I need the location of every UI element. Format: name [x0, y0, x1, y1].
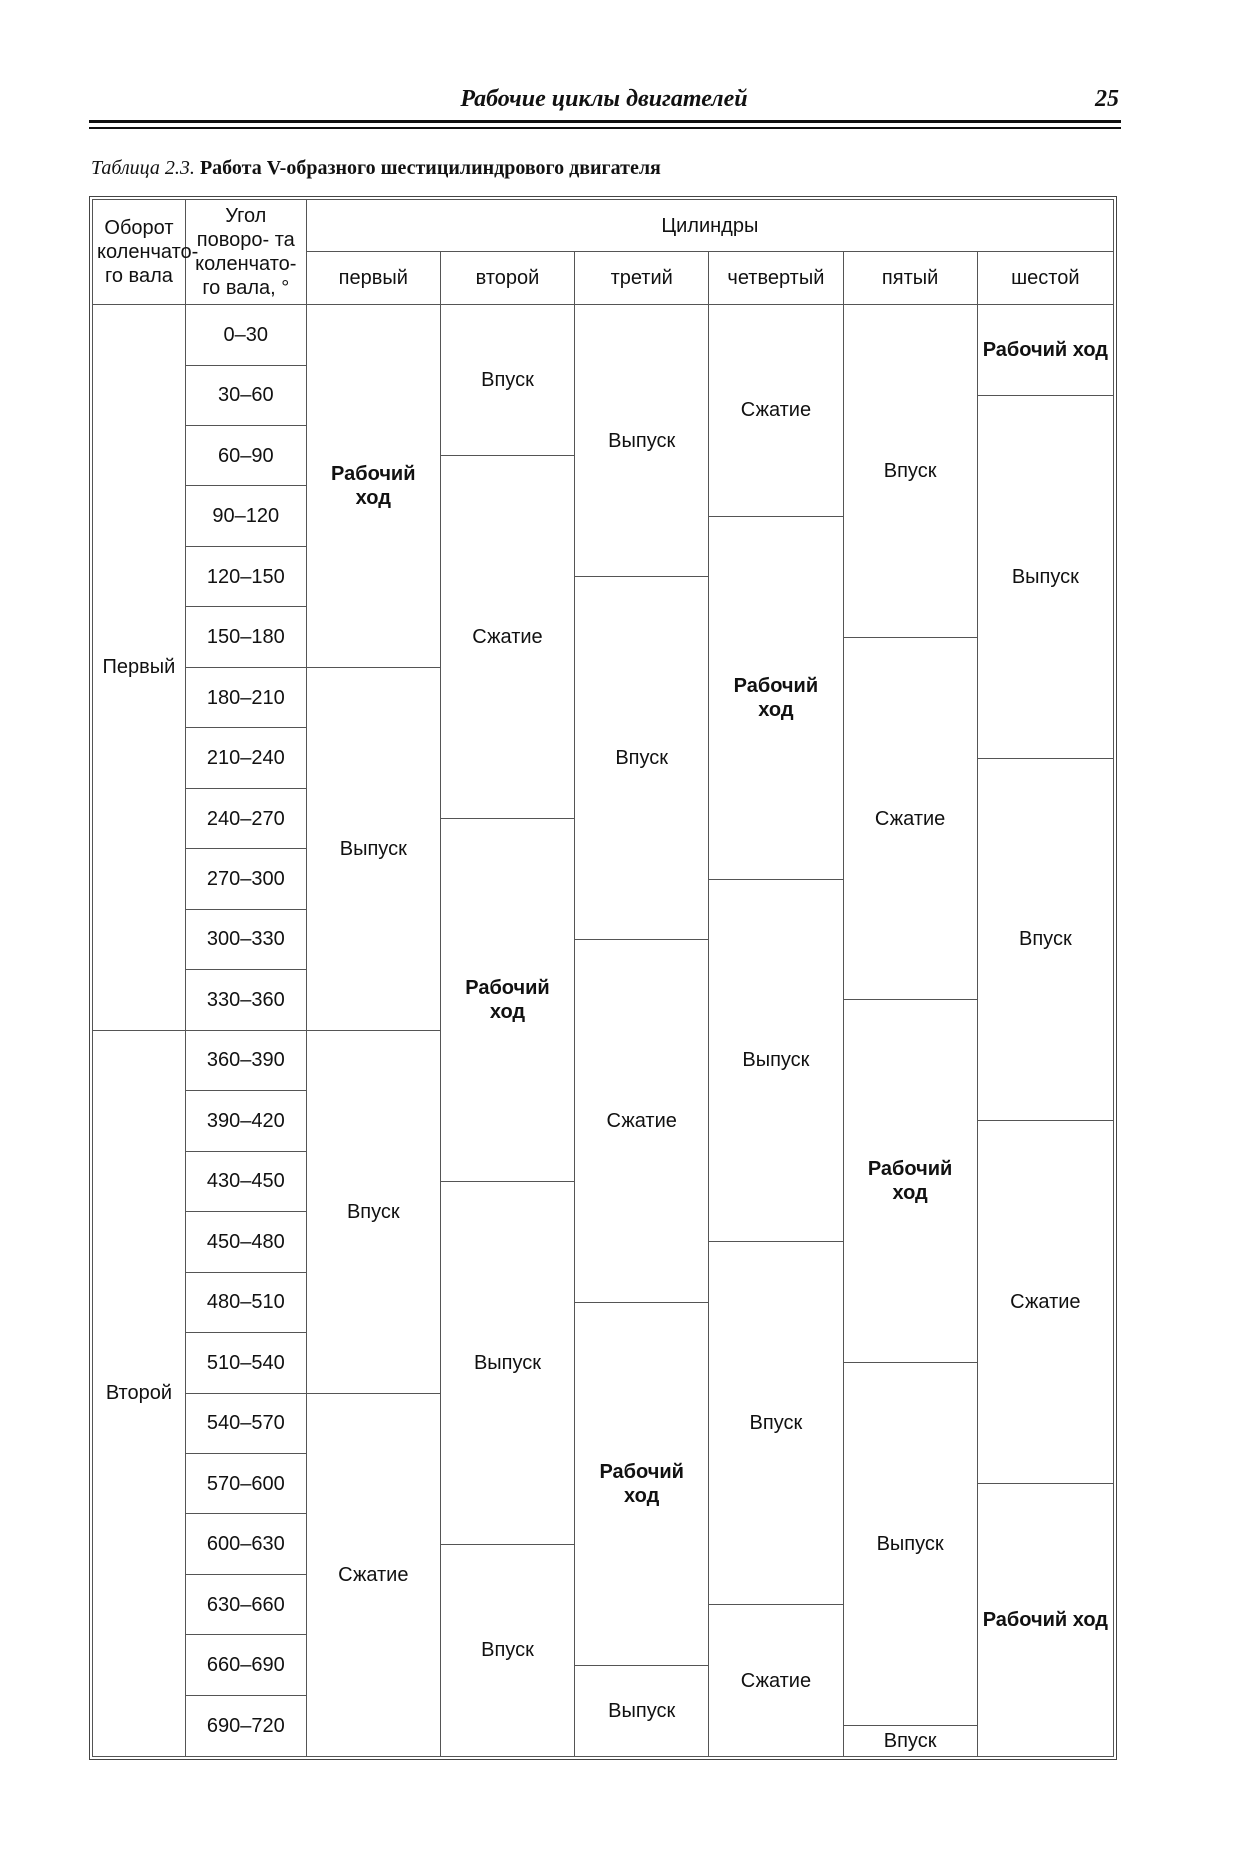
angle-cell: 660–690	[185, 1635, 306, 1695]
angle-cell: 450–480	[185, 1212, 306, 1272]
running-title: Рабочие циклы двигателей	[460, 86, 748, 112]
header-rule-thick	[89, 120, 1121, 123]
engine-cycle-table	[92, 199, 1114, 1757]
phase-cell-cyl3: Выпуск	[575, 1665, 709, 1756]
phase-cell-cyl5: Рабочий ход	[843, 1000, 977, 1363]
revolution-cell: Первый	[93, 305, 186, 1031]
header-cylinder-sixth: шестой	[977, 252, 1113, 305]
phase-cell-cyl4: Впуск	[709, 1242, 843, 1605]
table-caption-title: Работа V-образного шестицилиндрового двигателя	[199, 157, 661, 179]
angle-cell: 180–210	[185, 667, 306, 727]
phase-cell-cyl2: Впуск	[440, 305, 574, 456]
angle-cell: 120–150	[185, 546, 306, 606]
angle-cell: 210–240	[185, 728, 306, 788]
angle-cell: 60–90	[185, 426, 306, 486]
phase-cell-cyl5: Впуск	[843, 305, 977, 638]
angle-cell: 270–300	[185, 849, 306, 909]
angle-cell: 480–510	[185, 1272, 306, 1332]
angle-cell: 540–570	[185, 1393, 306, 1453]
angle-cell: 630–660	[185, 1574, 306, 1634]
phase-cell-cyl4: Рабочий ход	[709, 516, 843, 879]
angle-cell: 240–270	[185, 788, 306, 848]
phase-cell-cyl1: Выпуск	[306, 667, 440, 1030]
angle-cell: 30–60	[185, 365, 306, 425]
revolution-cell: Второй	[93, 1030, 186, 1756]
table-caption	[91, 157, 661, 180]
phase-cell-cyl3: Выпуск	[575, 305, 709, 577]
header-revolution: Оборот коленчато- го вала	[93, 200, 186, 305]
phase-cell-cyl6: Рабочий ход	[977, 1484, 1113, 1757]
header-cylinder-fourth: четвертый	[709, 252, 843, 305]
phase-cell-cyl6: Впуск	[977, 758, 1113, 1121]
angle-cell: 570–600	[185, 1453, 306, 1513]
angle-cell: 690–720	[185, 1695, 306, 1756]
phase-cell-cyl4: Сжатие	[709, 305, 843, 517]
phase-cell-cyl3: Впуск	[575, 577, 709, 940]
angle-cell: 300–330	[185, 909, 306, 969]
phase-cell-cyl2: Впуск	[440, 1544, 574, 1756]
phase-cell-cyl4: Сжатие	[709, 1605, 843, 1757]
phase-cell-cyl6: Сжатие	[977, 1121, 1113, 1484]
phase-cell-cyl1: Рабочий ход	[306, 305, 440, 668]
phase-cell-cyl5: Впуск	[843, 1726, 977, 1757]
phase-cell-cyl3: Рабочий ход	[575, 1302, 709, 1665]
header-cylinder-first: первый	[306, 252, 440, 305]
header-cylinder-second: второй	[440, 252, 574, 305]
phase-cell-cyl6: Выпуск	[977, 395, 1113, 758]
header-cylinders: Цилиндры	[306, 200, 1113, 252]
phase-cell-cyl3: Сжатие	[575, 939, 709, 1302]
angle-cell: 600–630	[185, 1514, 306, 1574]
phase-cell-cyl1: Впуск	[306, 1030, 440, 1393]
angle-cell: 90–120	[185, 486, 306, 546]
page-number: 25	[1095, 86, 1119, 112]
table-caption-label: Таблица 2.3.	[91, 157, 195, 179]
phase-cell-cyl6: Рабочий ход	[977, 305, 1113, 396]
header-cylinder-fifth: пятый	[843, 252, 977, 305]
phase-cell-cyl5: Сжатие	[843, 637, 977, 1000]
header-cylinder-third: третий	[575, 252, 709, 305]
phase-cell-cyl2: Выпуск	[440, 1181, 574, 1544]
phase-cell-cyl1: Сжатие	[306, 1393, 440, 1757]
angle-cell: 360–390	[185, 1030, 306, 1090]
phase-cell-cyl5: Выпуск	[843, 1363, 977, 1726]
angle-cell: 0–30	[185, 305, 306, 365]
angle-cell: 430–450	[185, 1151, 306, 1211]
angle-cell: 330–360	[185, 970, 306, 1030]
header-rule-thin	[89, 127, 1121, 129]
header-angle: Угол поворо- та коленчато- го вала, °	[185, 200, 306, 305]
angle-cell: 390–420	[185, 1091, 306, 1151]
angle-cell: 150–180	[185, 607, 306, 667]
phase-cell-cyl4: Выпуск	[709, 879, 843, 1242]
angle-cell: 510–540	[185, 1333, 306, 1393]
phase-cell-cyl2: Рабочий ход	[440, 819, 574, 1182]
phase-cell-cyl2: Сжатие	[440, 456, 574, 819]
